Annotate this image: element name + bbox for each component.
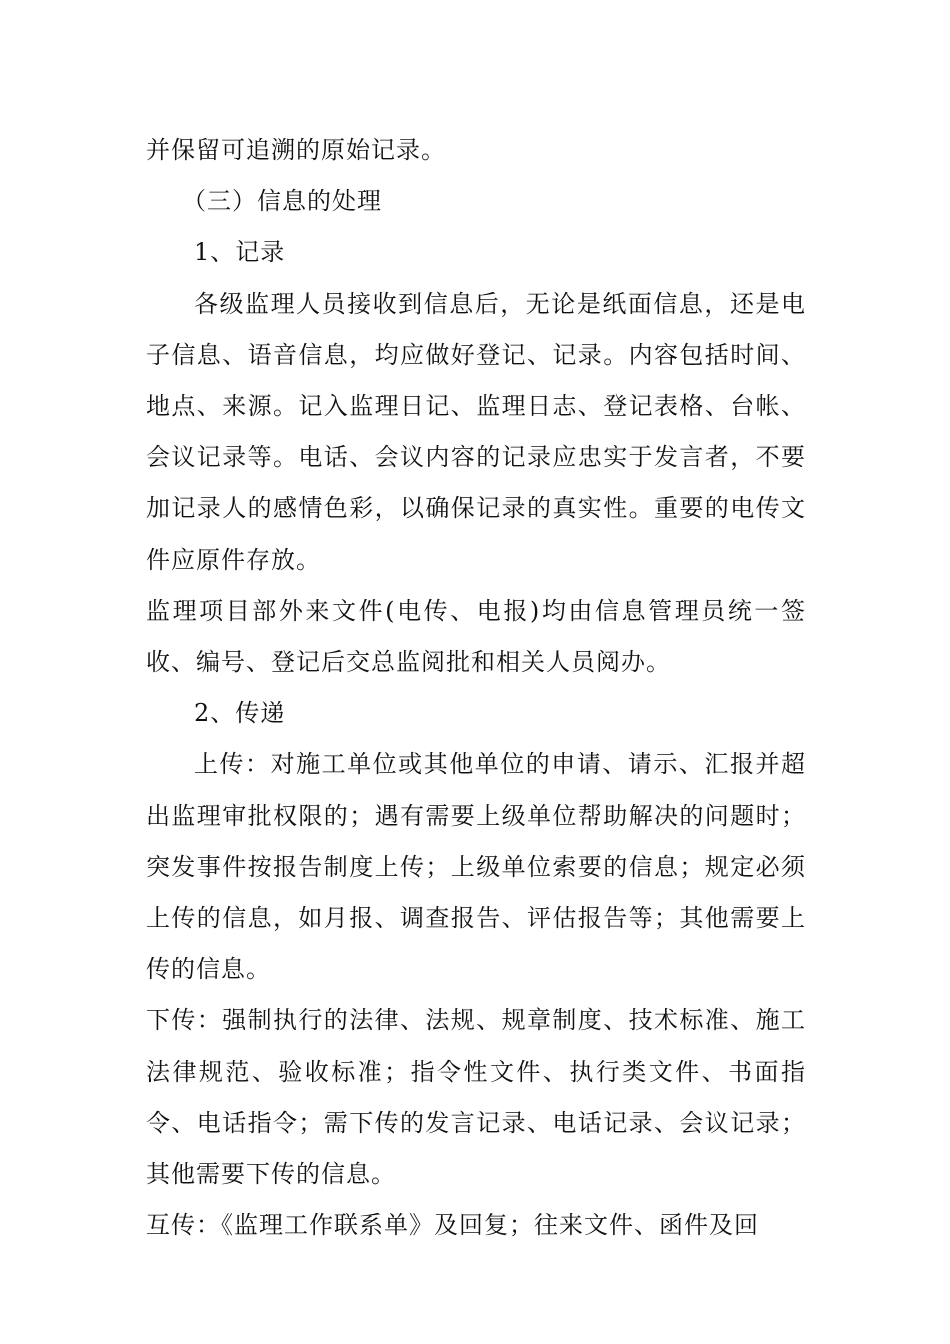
paragraph-mutual-transfer: 互传：《监理工作联系单》及回复；往来文件、函件及回 <box>146 1211 759 1240</box>
paragraph-record-details: 各级监理人员接收到信息后，无论是纸面信息，还是电子信息、语音信息，均应做好登记、记录。内容包括时间、地点、来源。记入监理日记、监理日志、登记表格、台帐、会议记录等。电话、会议内容的记录应忠实于发言者，不要加记录人的感情色彩，以确保记录的真实性。重要的电传文件应原件存放。 <box>146 289 806 574</box>
paragraph-external-documents: 监理项目部外来文件(电传、电报)均由信息管理员统一签收、编号、登记后交总监阅批和相关人员阅办。 <box>146 596 806 677</box>
subheading-record: 1、记录 <box>194 238 286 267</box>
paragraph-upload: 上传：对施工单位或其他单位的申请、请示、汇报并超出监理审批权限的；遇有需要上级单位帮助解决的问题时；突发事件按报告制度上传；上级单位索要的信息；规定必须上传的信息，如月报、调查报告、评估报告等；其他需要上传的信息。 <box>146 750 806 984</box>
paragraph-continuation: 并保留可追溯的原始记录。 <box>146 136 446 164</box>
paragraph-download: 下传：强制执行的法律、法规、规章制度、技术标准、施工法律规范、验收标准；指令性文件、执行类文件、书面指令、电话指令；需下传的发言记录、电话记录、会议记录；其他需要下传的信息。 <box>146 1006 806 1189</box>
section-heading-info-processing: （三）信息的处理 <box>182 187 382 216</box>
subheading-transmission: 2、传递 <box>194 699 286 728</box>
document-body <box>146 125 806 1251</box>
